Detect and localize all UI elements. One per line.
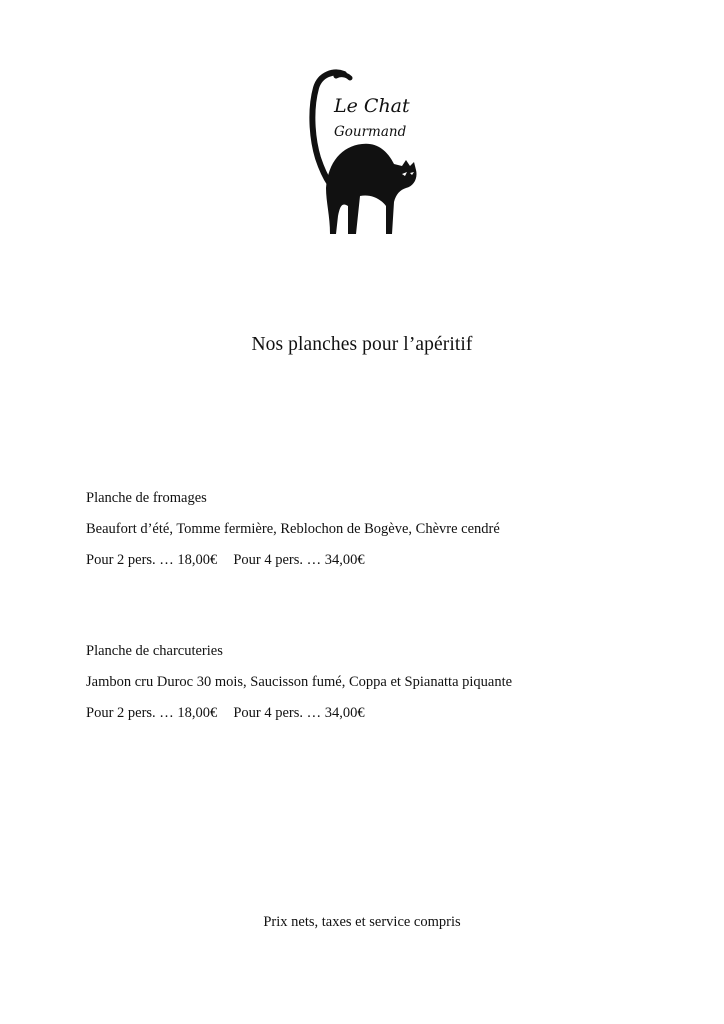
price-4-persons: Pour 4 pers. … 34,00€	[233, 552, 365, 568]
section-prices	[86, 703, 686, 734]
menu-section-cheese	[86, 488, 686, 581]
footer-note: Prix nets, taxes et service compris	[263, 914, 461, 930]
price-2-persons: Pour 2 pers. … 18,00€	[86, 552, 218, 568]
section-description: Jambon cru Duroc 30 mois, Saucisson fumé, Coppa et Spianatta piquante	[86, 674, 513, 690]
menu-section-charcuterie	[86, 641, 686, 734]
logo-line-2: Gourmand	[334, 124, 407, 140]
restaurant-logo	[300, 66, 424, 244]
logo-line-1: Le Chat	[334, 95, 410, 117]
section-name: Planche de charcuteries	[86, 643, 223, 659]
page-title: Nos planches pour l’apéritif	[251, 334, 473, 355]
section-prices	[86, 550, 686, 581]
section-name: Planche de fromages	[86, 490, 207, 506]
price-4-persons: Pour 4 pers. … 34,00€	[233, 705, 365, 721]
section-description: Beaufort d’été, Tomme fermière, Reblochon de Bogève, Chèvre cendré	[86, 521, 500, 537]
black-cat-icon	[300, 66, 424, 244]
price-2-persons: Pour 2 pers. … 18,00€	[86, 705, 218, 721]
